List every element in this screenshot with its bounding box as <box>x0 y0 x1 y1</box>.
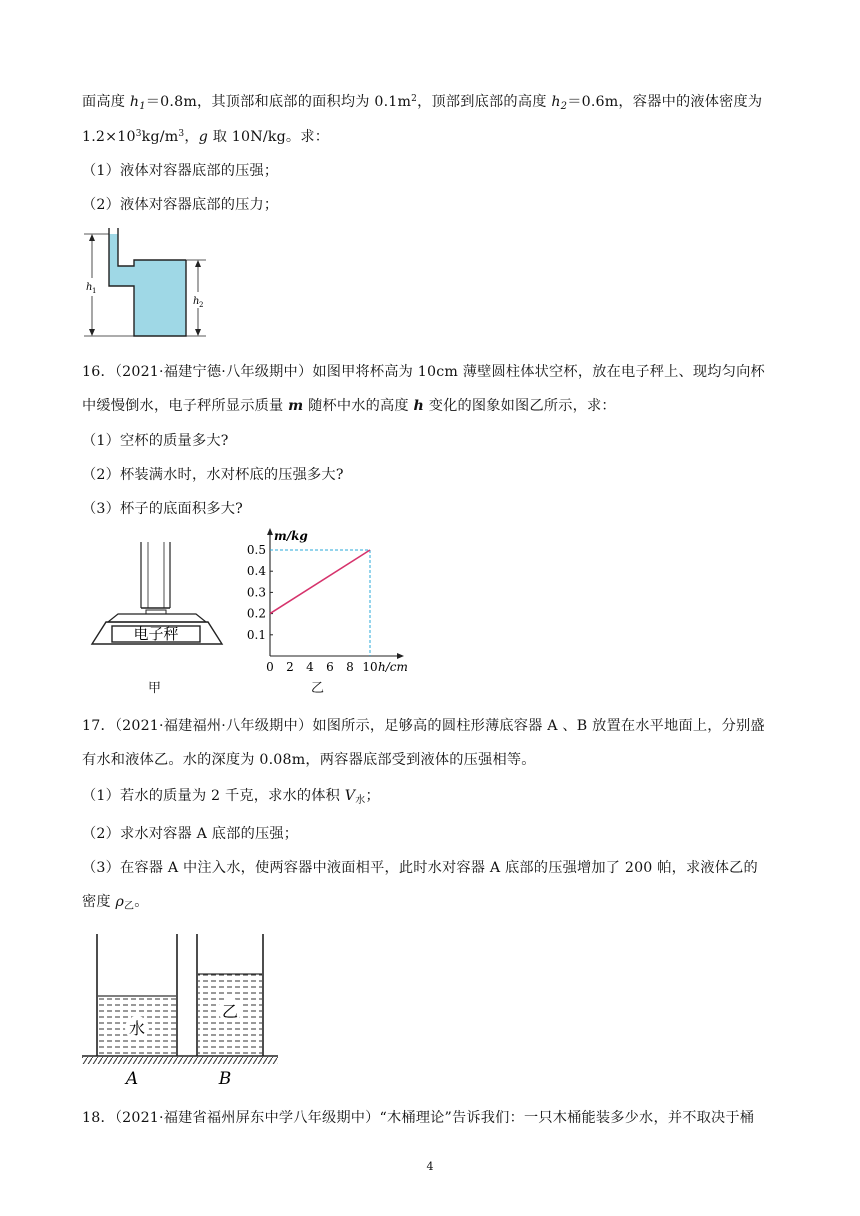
p18-line-1: 18．（2021·福建省福州屏东中学八年级期中）“木桶理论”告诉我们：一只木桶能装多少水，并不取决于桶 <box>82 1110 755 1126</box>
page-number: 4 <box>426 1160 434 1173</box>
label-h1: h <box>86 282 93 293</box>
label-a: A <box>125 1069 139 1089</box>
x-axis-arrow <box>397 653 404 659</box>
x-tick-label: 4 <box>306 660 314 674</box>
p17-question-2: （2）求水对容器 A 底部的压强； <box>82 826 299 842</box>
p16-line-2: 中缓慢倒水，电子秤所显示质量 m 随杯中水的高度 h 变化的图象如图乙所示，求： <box>82 398 616 414</box>
electronic-scale-figure <box>88 538 238 648</box>
p15-container-figure <box>82 226 217 344</box>
p15-question-2: （2）液体对容器底部的压力； <box>82 197 279 213</box>
scale-label: 电子秤 <box>133 625 179 643</box>
x-tick-label: 8 <box>346 660 354 674</box>
label-h2: h <box>193 296 200 307</box>
y-tick-label: 0.2 <box>246 606 266 621</box>
x-tick-label: 2 <box>286 660 294 674</box>
caption-yi: 乙 <box>311 681 325 696</box>
containers-figure <box>82 930 282 1090</box>
p15-line-1: 面高度 $h_1=0.8m$，其顶部和底部的面积均为 $0.1m^2$，顶部到底部的高度 $h_2=0.6m$，容器中的液体密度为 <box>82 94 763 112</box>
label-h1-sub: 1 <box>92 287 97 295</box>
mass-height-line <box>270 550 370 614</box>
p16-question-3: （3）杯子的底面积多大? <box>82 501 243 517</box>
p17-question-3a: （3）在容器 A 中注入水，使两容器中液面相平，此时水对容器 A 底部的压强增加了 200 帕，求液体乙的 <box>82 860 758 876</box>
p15-question-1: （1）液体对容器底部的压强； <box>82 163 279 179</box>
p16-line-1: 16．（2021·福建宁德·八年级期中）如图甲将杯高为 10cm 薄壁圆柱体状空杯，放在电子秤上、现均匀向杯 <box>82 364 765 380</box>
label-liquid: 乙 <box>221 1002 239 1021</box>
label-b: B <box>218 1069 232 1089</box>
x-axis-label: h/cm <box>378 660 408 674</box>
x-tick-label: 6 <box>326 660 334 674</box>
p16-question-1: （1）空杯的质量多大? <box>82 433 229 449</box>
p17-line-1: 17．（2021·福建福州·八年级期中）如图所示，足够高的圆柱形薄底容器 A 、B 放置在水平地面上，分别盛 <box>82 718 765 734</box>
caption-jia: 甲 <box>148 681 162 696</box>
y-axis-arrow <box>267 528 273 535</box>
p17-question-3b: 密度 $\rho_乙$。 <box>82 894 149 912</box>
label-h2-sub: 2 <box>199 301 204 309</box>
y-tick-label: 0.3 <box>246 585 266 600</box>
y-tick-label: 0.4 <box>246 564 266 579</box>
p17-line-2: 有水和液体乙。水的深度为 0.08m，两容器底部受到液体的压强相等。 <box>82 752 536 768</box>
p17-question-1: （1）若水的质量为 2 千克，求水的体积 $V_水$； <box>82 788 380 806</box>
y-tick-label: 0.1 <box>246 627 266 642</box>
label-water: 水 <box>128 1019 146 1038</box>
mass-height-chart <box>238 526 428 686</box>
y-tick-label: 0.5 <box>246 543 266 557</box>
p15-line-2: $1.2\times 10^3kg/m^3$，g 取 10N/kg。求： <box>82 129 330 145</box>
x-tick-label: 10 <box>362 660 378 674</box>
y-axis-label: m/kg <box>274 529 308 543</box>
p16-question-2: （2）杯装满水时，水对杯底的压强多大? <box>82 467 344 483</box>
x-tick-label: 0 <box>266 660 274 674</box>
container-liquid <box>109 234 186 336</box>
